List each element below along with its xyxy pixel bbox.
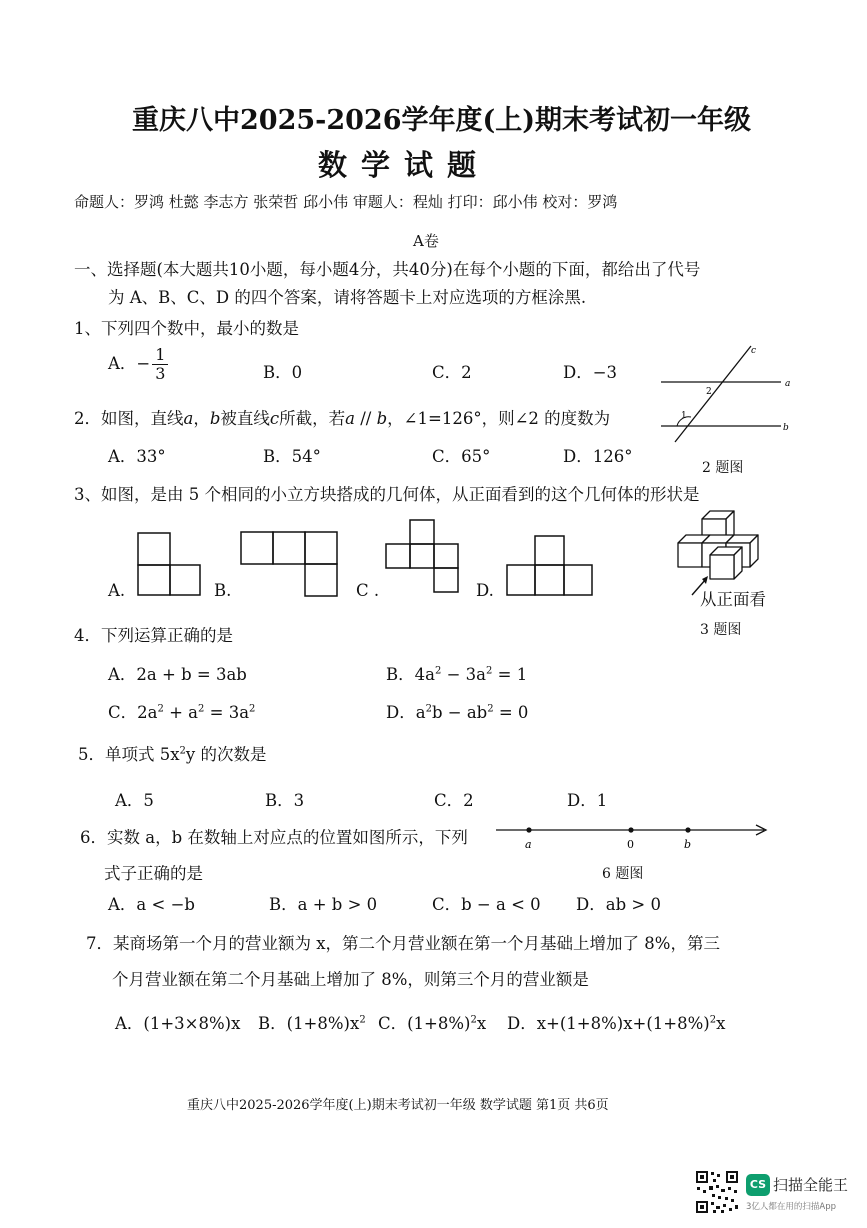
- q4-c-mid: + a: [163, 703, 198, 722]
- q1-option-a-label: A．−: [108, 354, 151, 373]
- q2-var-b: b: [209, 409, 221, 428]
- scanner-brand-name: 扫描全能王: [773, 1176, 849, 1194]
- q1-option-b: B．0: [263, 363, 303, 382]
- q5-option-c: C．2: [434, 791, 474, 810]
- q1-fraction-denominator: 3: [155, 364, 166, 383]
- line-c: [675, 346, 751, 442]
- q7-c-pre: C．(1+8%): [378, 1014, 471, 1033]
- q4-b-pre: B．4a: [386, 665, 435, 684]
- q4-c-mid2: = 3a: [204, 703, 250, 722]
- q7-stem-line1: 7．某商场第一个月的营业额为 x，第二个月营业额在第一个月基础上增加了 8%，第三: [86, 934, 720, 953]
- label-0: 0: [627, 838, 634, 851]
- q6-number-line: [494, 818, 774, 852]
- q4-d-post: = 0: [493, 703, 529, 722]
- q2-stem: [74, 405, 610, 429]
- point-a: [526, 827, 531, 832]
- q5-stem-post: y 的次数是: [185, 745, 267, 764]
- q1-fraction: [152, 346, 168, 383]
- q4-option-d: [386, 699, 528, 723]
- q2-angle-text: ，∠1=126°，则∠2 的度数为: [387, 409, 611, 428]
- q2-var-c: c: [269, 409, 280, 428]
- q2-parallel-lines-figure: [655, 340, 795, 445]
- exam-title: 重庆八中2025-2026学年度(上)期末考试初一年级: [132, 105, 752, 136]
- q2-stem-post: 所截，若: [279, 409, 346, 428]
- q7-option-d: [507, 1010, 725, 1034]
- point-0: [628, 827, 633, 832]
- q4-c-exp2: 2: [198, 703, 205, 715]
- q3-option-c-label: C .: [356, 581, 380, 600]
- q2-figure-caption: 2 题图: [702, 460, 744, 476]
- q6-figure-caption: 6 题图: [602, 866, 644, 882]
- q3-option-d-label: D.: [476, 581, 494, 600]
- label-a: a: [525, 838, 532, 851]
- q7-c-post: x: [476, 1014, 487, 1033]
- q3-option-b-shape: [239, 530, 339, 598]
- q6-option-a: A．a < −b: [108, 895, 195, 914]
- q7-b-pre: B．(1+8%)x: [258, 1014, 360, 1033]
- q4-b-post: = 1: [492, 665, 528, 684]
- q2-par-b: b: [376, 409, 388, 428]
- page-footer: 重庆八中2025-2026学年度(上)期末考试初一年级 数学试题 第1页 共6页: [187, 1098, 609, 1113]
- q2-par-a: a: [345, 409, 355, 428]
- section1-line1: 一、选择题(本大题共10小题，每小题4分，共40分)在每个小题的下面，都给出了代号: [74, 260, 701, 279]
- volume-label: A卷: [413, 232, 439, 250]
- point-b: [685, 827, 690, 832]
- q4-c-exp1: 2: [157, 703, 164, 715]
- camscanner-logo-icon: CS: [746, 1174, 770, 1196]
- q7-c-exp: 2: [470, 1014, 477, 1026]
- fig-label-b: b: [783, 423, 789, 433]
- q4-b-exp2: 2: [486, 665, 493, 677]
- q2-sep: ，: [193, 409, 210, 428]
- authors-line: 命题人：罗鸿 杜懿 李志方 张荣哲 邱小伟 审题人：程灿 打印：邱小伟 校对：罗鸿: [74, 193, 618, 211]
- q2-option-c: C．65°: [432, 447, 491, 466]
- section1-line2: 为 A、B、C、D 的四个答案，请将答题卡上对应选项的方框涂黑.: [108, 288, 587, 307]
- q1-stem: 1、下列四个数中，最小的数是: [74, 319, 299, 338]
- q5-stem: [78, 741, 267, 765]
- q4-c-exp3: 2: [249, 703, 256, 715]
- fig-label-c: c: [751, 346, 757, 356]
- q3-option-d-shape: [505, 534, 595, 598]
- q1-option-d: D．−3: [563, 363, 618, 382]
- q2-par-symbol: //: [355, 409, 377, 428]
- q7-option-c: [378, 1010, 486, 1034]
- subject-title: 数学试题: [318, 148, 491, 182]
- q3-option-b-label: B.: [214, 581, 232, 600]
- q4-d-pre: D．a: [386, 703, 426, 722]
- q1-option-c: C．2: [432, 363, 472, 382]
- fig-label-1: 1: [681, 411, 687, 421]
- q4-d-exp2: 2: [487, 703, 494, 715]
- q6-option-b: B．a + b > 0: [269, 895, 378, 914]
- q7-d-pre: D．x+(1+8%)x+(1+8%): [507, 1014, 710, 1033]
- q3-front-view-label: 从正面看: [700, 590, 766, 609]
- q5-option-a: A．5: [115, 791, 154, 810]
- q6-stem-line2: 式子正确的是: [104, 864, 203, 883]
- q4-b-mid: − 3a: [441, 665, 486, 684]
- q3-option-a-shape: [136, 531, 202, 597]
- q4-option-c: [108, 699, 255, 723]
- q6-option-d: D．ab > 0: [576, 895, 661, 914]
- qr-code-icon: [695, 1170, 739, 1214]
- fig-label-a: a: [785, 379, 791, 389]
- q7-b-exp: 2: [359, 1014, 366, 1026]
- q4-b-exp1: 2: [434, 665, 442, 677]
- q3-option-c-shape: [384, 518, 462, 596]
- q3-figure-caption: 3 题图: [700, 622, 742, 638]
- q4-d-mid: b − ab: [431, 703, 488, 722]
- q4-option-b: [386, 661, 527, 685]
- q5-option-b: B．3: [265, 791, 305, 810]
- q4-option-a: A．2a + b = 3ab: [108, 665, 247, 684]
- q3-stem: 3、如图，是由 5 个相同的小立方块搭成的几何体，从正面看到的这个几何体的形状是: [74, 485, 700, 504]
- q5-option-d: D．1: [567, 791, 608, 810]
- q4-stem: 4．下列运算正确的是: [74, 626, 233, 645]
- q2-option-b: B．54°: [263, 447, 321, 466]
- q6-option-c: C．b − a < 0: [432, 895, 541, 914]
- q6-stem-line1: 6．实数 a，b 在数轴上对应点的位置如图所示，下列: [80, 828, 468, 847]
- q4-c-pre: C．2a: [108, 703, 158, 722]
- q7-d-exp: 2: [709, 1014, 717, 1026]
- label-b: b: [684, 838, 692, 851]
- q4-d-exp1: 2: [425, 703, 432, 715]
- q2-stem-mid: 被直线: [220, 409, 270, 428]
- q1-option-a: [108, 346, 168, 383]
- q5-stem-pre: 5．单项式 5x: [78, 745, 180, 764]
- q3-option-a-label: A.: [108, 581, 126, 600]
- q2-option-d: D．126°: [563, 447, 633, 466]
- q5-stem-exp: 2: [179, 745, 186, 757]
- q7-option-a: A．(1+3×8%)x: [115, 1014, 241, 1033]
- scanner-brand-tagline: 3亿人都在用的扫描App: [746, 1202, 837, 1212]
- q7-stem-line2: 个月营业额在第二个月基础上增加了 8%，则第三个月的营业额是: [112, 970, 589, 989]
- q7-d-post: x: [716, 1014, 726, 1033]
- q2-option-a: A．33°: [108, 447, 166, 466]
- q2-stem-pre: 2．如图，直线: [74, 409, 184, 428]
- q7-option-b: [258, 1010, 366, 1034]
- q1-fraction-numerator: 1: [152, 346, 168, 365]
- fig-label-2: 2: [706, 387, 712, 397]
- q2-var-a: a: [183, 409, 194, 428]
